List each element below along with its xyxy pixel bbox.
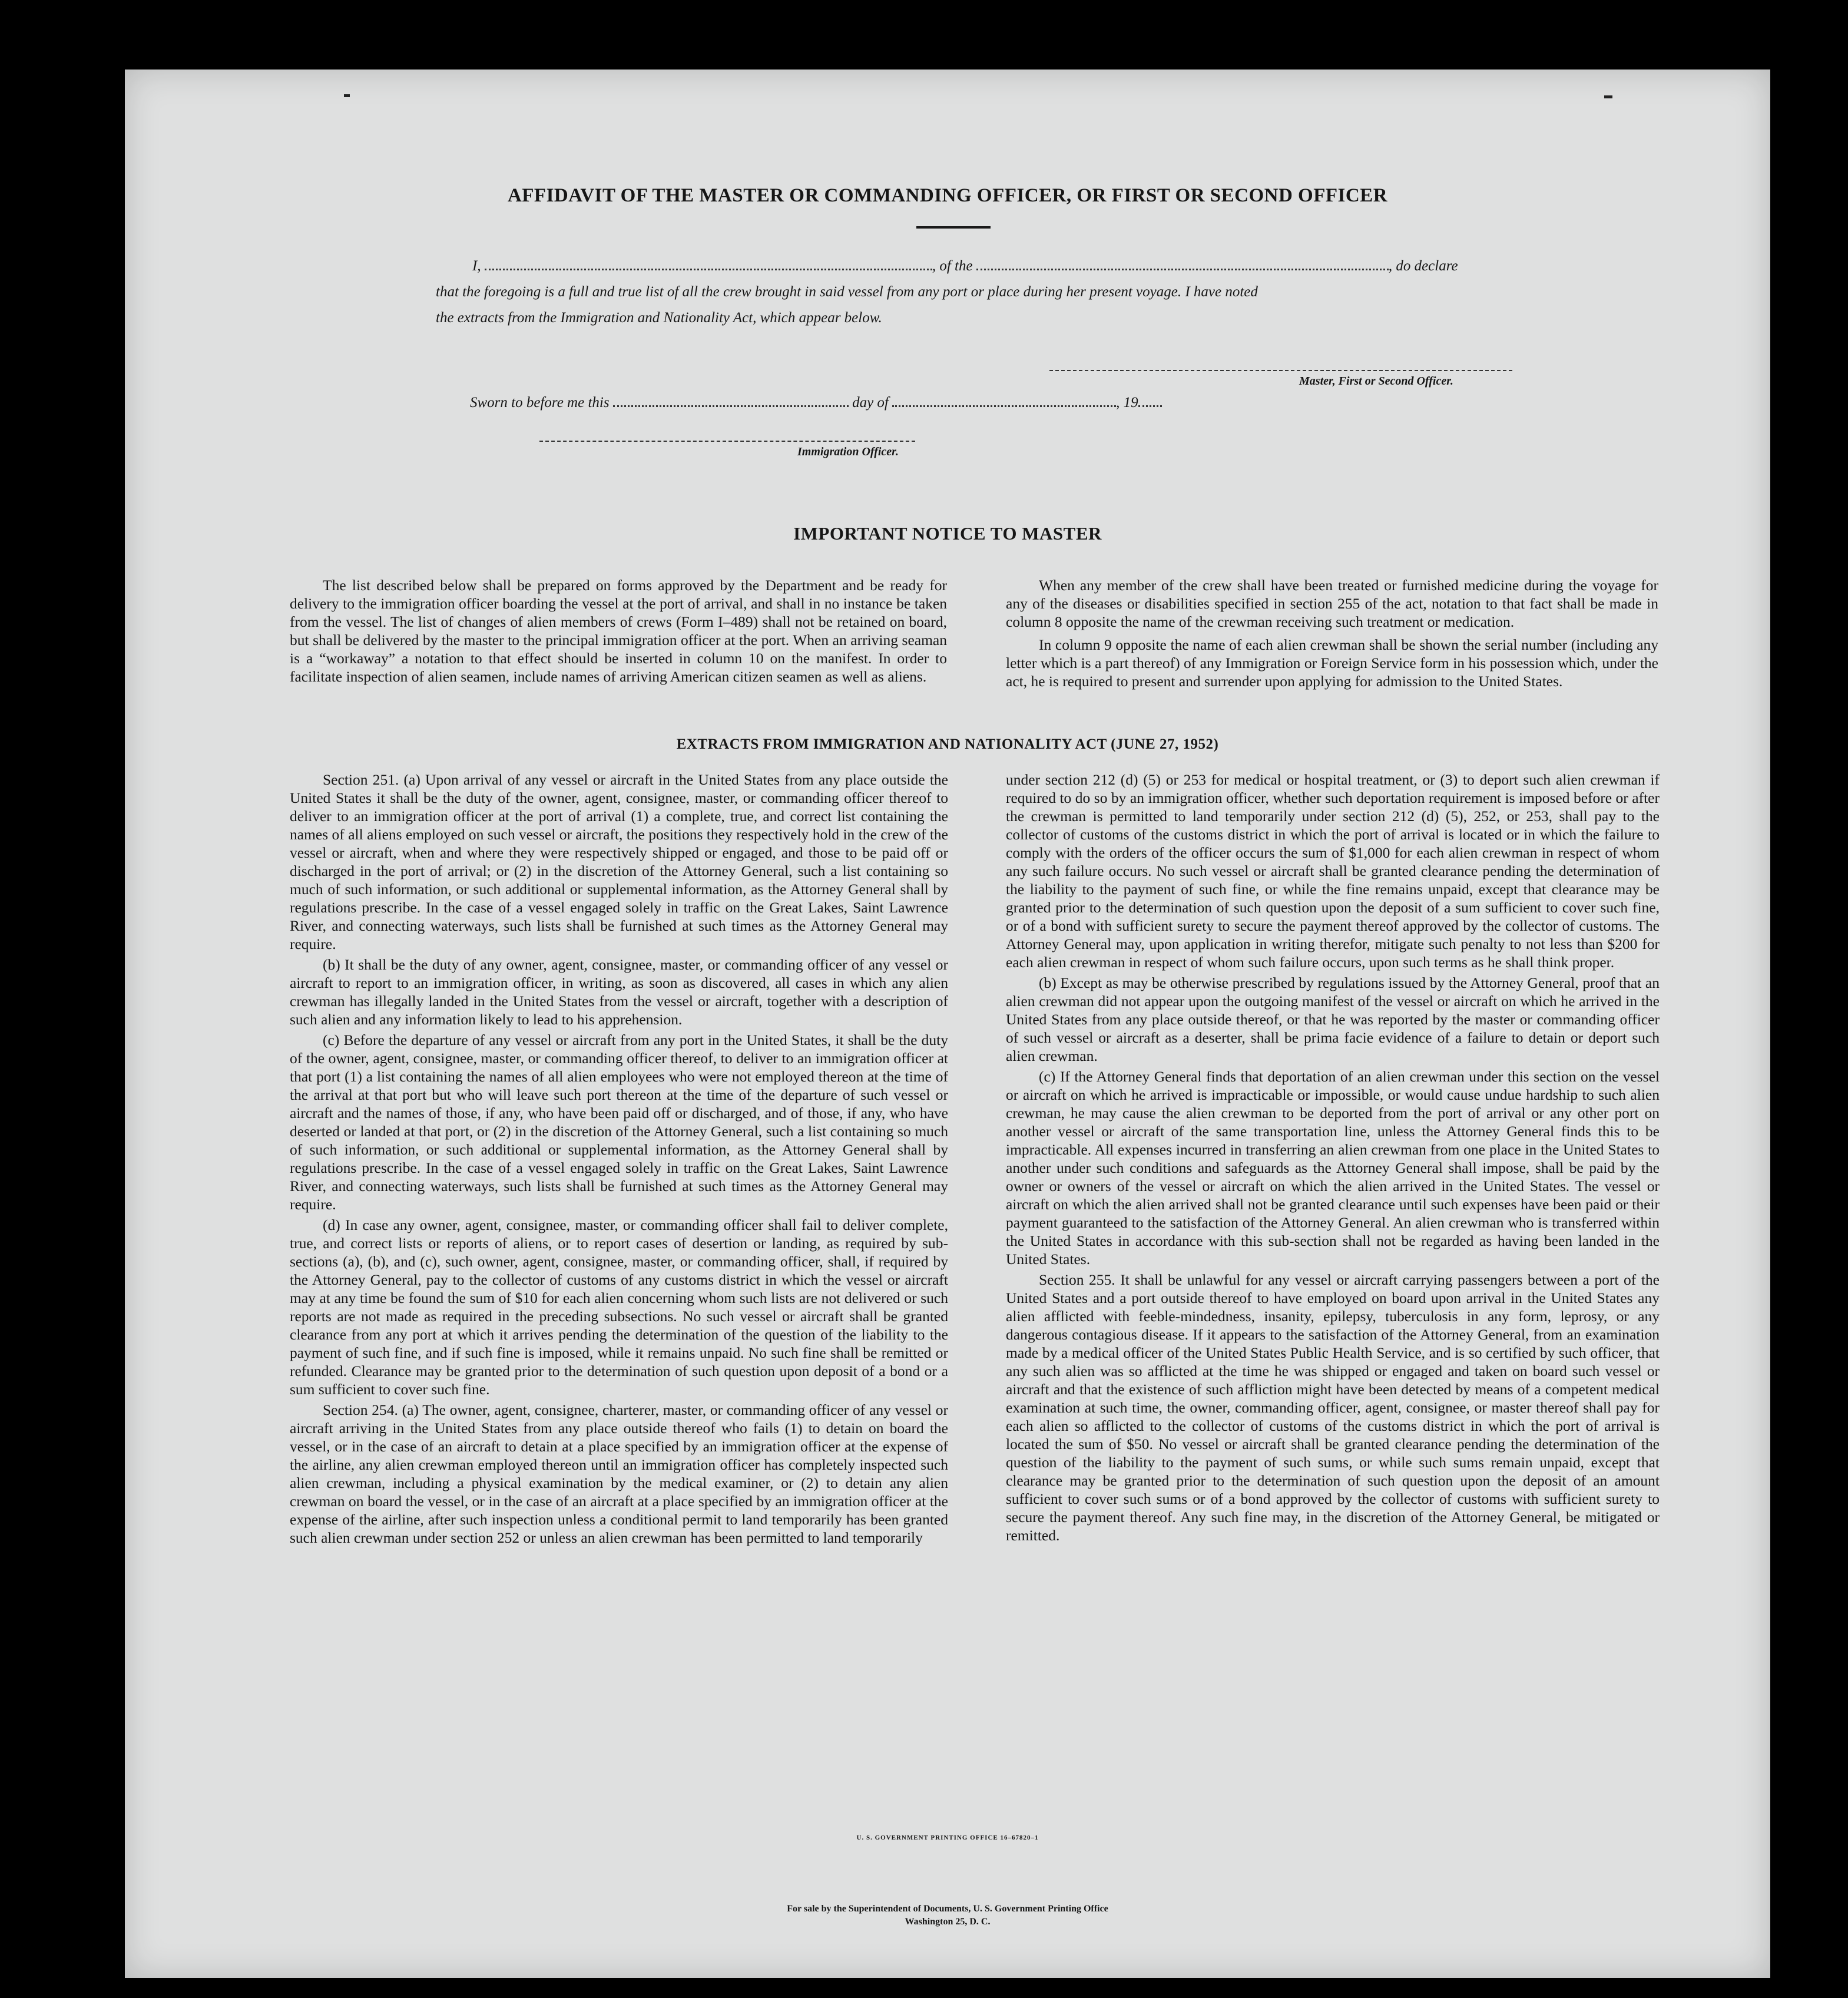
section-251-a: Section 251. (a) Upon arrival of any vessel or aircraft in the United States from any place outside the United States it shall be the duty of the owner, agent, consignee, master, or commanding officer thereof to deliver to an immigration officer at the port of arrival (1) a complete, true, and correct list containing the names of all aliens employed on such vessel or aircraft, the positions they respectively hold in the crew of the vessel or aircraft, when and where they were respectively shipped or engaged, and those to be paid off or discharged in the port of arrival; or (2) in the discretion of the Attorney General, such a list containing so much of such information, or such additional or supplemental information, as the Attorney General shall by regulations prescribe. In the case of a vessel engaged solely in traffic on the Great Lakes, Saint Lawrence River, and connecting waterways, such lists shall be furnished at such times as the Attorney General may require. (290, 771, 948, 952)
extracts-right-column (1006, 770, 1660, 1544)
notice-left-paragraph: The list described below shall be prepared on forms approved by the Department and be ready for delivery to the immigration officer boarding the vessel at the port of arrival, and shall in no instance be taken from the vessel. The list of changes of alien members of crews (Form I–489) shall not be retained on board, but shall be delivered by the master to the principal immigration officer at the port. When an arriving seaman is a “workaway” a notation to that effect should be inserted in column 10 on the manifest. In order to facilitate inspection of alien seamen, include names of arriving American citizen seamen as well as aliens. (290, 577, 947, 685)
printing-office-line: U. S. GOVERNMENT PRINTING OFFICE 16–67820–1 (856, 1834, 1039, 1841)
title-rule (916, 226, 991, 229)
year-prefix-label: , 19 (1116, 395, 1138, 411)
section-255: Section 255. It shall be unlawful for any vessel or aircraft carrying passengers between a port of the United States and a port outside thereof to have employed on board upon arrival in the United States any alien afflicted with feeble-mindedness, insanity, epilepsy, tuberculosis in any form, leprosy, or any dangerous contagious disease. If it appears to the satisfaction of the Attorney General, from an examination made by a medical officer of the United States Public Health Service, and is so certified by such officer, that any such alien was so afflicted at the time he was shipped or engaged and taken on board such vessel or aircraft and that the existence of such affliction might have been detected by means of a competent medical examination at such time, the owner, commanding officer, agent, consignee, or master thereof shall pay for each alien so afflicted to the collector of customs of the customs district in which the port of arrival is located the sum of $50. No vessel or aircraft shall be granted clearance pending the determination of the question of the liability to the payment of such sums, or while such sums remain unpaid, except that clearance may be granted prior to the determination of such question upon the deposit of an amount sufficient to cover such sums or of a bond approved by the collector of customs with sufficient surety to secure the payment thereof. Any such fine may, in the discretion of the Attorney General, be mitigated or remitted. (1006, 1271, 1660, 1544)
notice-title: IMPORTANT NOTICE TO MASTER (793, 523, 1102, 544)
section-251-c: (c) Before the departure of any vessel or aircraft from any port in the United States, it shall be the duty of the owner, agent, consignee, master, or commanding officer thereof, to deliver to an immigration officer at that port (1) a list containing the names of all alien employees who were not employed thereon at the time of the arrival at that port but who will leave such port thereon at the time of the departure of such vessel or aircraft and the names of those, if any, who have been paid off or discharged, and of those, if any, who have deserted or landed at that port, or (2) in the discretion of the Attorney General, such a list containing so much of such information, or such additional or supplemental information, as the Attorney General shall by regulations prescribe. In the case of a vessel engaged solely in traffic on the Great Lakes, Saint Lawrence River, and connecting waterways, such lists shall be furnished at such times as the Attorney General may require. (290, 1031, 948, 1213)
section-254-b: (b) Except as may be otherwise prescribed by regulations issued by the Attorney General, proof that an alien crewman did not appear upon the outgoing manifest of the vessel or aircraft on which he arrived in the United States from any place outside thereof, or that he was reported by the master or commanding officer of such vessel or aircraft as a deserter, shall be prima facie evidence of a failure to detain or deport such alien crewman. (1006, 974, 1660, 1064)
extracts-title: EXTRACTS FROM IMMIGRATION AND NATIONALITY ACT (JUNE 27, 1952) (676, 736, 1219, 752)
extracts-left-column (290, 770, 948, 1547)
corner-mark-right (1604, 95, 1612, 98)
declaration-line-3: the extracts from the Immigration and Nationality Act, which appear below. (436, 310, 882, 326)
sale-notice-line-1: For sale by the Superintendent of Documents, U. S. Government Printing Office (787, 1904, 1108, 1914)
section-254-a-continued: under section 212 (d) (5) or 253 for medical or hospital treatment, or (3) to deport such alien crewman if required to do so by an immigration officer, whether such deportation requirement is imposed before or after the crewman is permitted to land temporarily under section 212 (d) (5), 252, or 253, shall pay to the collector of customs of the customs district in which the port of arrival is located or in which the failure to comply with the orders of the officer occurs the sum of $1,000 for each alien crewman in respect of whom any such failure occurs. No such vessel or aircraft shall be granted clearance pending the determination of the liability to the payment of such fine, or while the fine remains unpaid, except that clearance may be granted prior to the determination of such question upon the deposit of a sum sufficient to cover such fine, or of a bond with sufficient surety to secure the payment thereof approved by the collector of customs. The Attorney General may, upon application in writing therefor, mitigate such penalty to not less than $200 for each alien crewman in respect of whom such failure occurs, upon such terms as he shall think proper. (1006, 771, 1660, 971)
do-declare-label: , do declare (1388, 258, 1458, 274)
vessel-name-field[interactable] (976, 258, 1389, 270)
notice-right-paragraph-1: When any member of the crew shall have been treated or furnished medicine during the voyage for any of the diseases or disabilities specified in section 255 of the act, notation to that fact shall be made in column 8 opposite the name of the crewman receiving such treatment or medication. (1006, 577, 1658, 630)
affidavit-title: AFFIDAVIT OF THE MASTER OR COMMANDING OFFICER, OR FIRST OR SECOND OFFICER (507, 185, 1388, 206)
sale-notice-line-2: Washington 25, D. C. (905, 1917, 991, 1927)
section-251-d: (d) In case any owner, agent, consignee, master, or commanding officer shall fail to deliver complete, true, and correct lists or reports of aliens, or to report cases of desertion or landing, as required by sub-sections (a), (b), and (c), such owner, agent, consignee, master, or commanding officer, shall, if required by the Attorney General, pay to the collector of customs of any customs district in which the vessel or aircraft may at any time be found the sum of $10 for each alien concerning whom such lists are not delivered or such reports are not made as required in the preceding subsections. No such vessel or aircraft shall be granted clearance from any port at which it arrives pending the determination of the question of the liability to the payment of such fine, and if such fine is imposed, while it remains unpaid. No such fine shall be remitted or refunded. Clearance may be granted prior to the determination of such question upon deposit of a bond or a sum sufficient to cover such fine. (290, 1216, 948, 1398)
document-page (125, 70, 1770, 1978)
master-signature-line[interactable] (1049, 370, 1512, 371)
declarant-prefix: I, (472, 258, 481, 274)
master-signature-caption: Master, First or Second Officer. (1299, 375, 1453, 388)
declarant-name-field[interactable] (485, 258, 932, 270)
declaration-line-1 (472, 258, 1458, 274)
section-254-c: (c) If the Attorney General finds that deportation of an alien crewman under this section on the vessel or aircraft on which he arrived is impracticable or impossible, or would cause undue hardship to such alien crewman, he may cause the alien crewman to be deported from the port of arrival or any other port on another vessel or aircraft of the same transportation line, unless the Attorney General finds this to be impracticable. All expenses incurred in transferring an alien crewman from one place in the United States to another under such conditions and safeguards as the Attorney General shall impose, shall be paid by the owner or owners of the vessel or aircraft on which the alien arrived in the United States. The vessel or aircraft on which the alien arrived shall not be granted clearance until such expenses have been paid or their payment guaranteed to the satisfaction of the Attorney General. An alien crewman who is transferred within the United States in accordance with this sub-section shall not be regarded as having been landed in the United States. (1006, 1068, 1660, 1268)
notice-right-column (1006, 576, 1658, 690)
notice-left-column (290, 576, 947, 686)
section-251-b: (b) It shall be the duty of any owner, agent, consignee, master, or commanding officer of any vessel or aircraft to report to an immigration officer, in writing, as soon as discovered, all cases in which any alien crewman has illegally landed in the United States from the vessel or aircraft, together with a description of such alien and any information likely to lead to his apprehension. (290, 956, 948, 1028)
sworn-line (470, 395, 1162, 411)
sworn-month-field[interactable] (892, 395, 1116, 407)
declaration-line-2: that the foregoing is a full and true list of all the crew brought in said vessel from any port or place during her present voyage. I have noted (436, 284, 1258, 300)
officer-signature-line[interactable] (539, 441, 915, 442)
sworn-day-field[interactable] (613, 395, 849, 407)
officer-signature-caption: Immigration Officer. (797, 445, 899, 458)
corner-mark-left (344, 94, 350, 97)
section-254-a: Section 254. (a) The owner, agent, consignee, charterer, master, or commanding officer of any vessel or aircraft arriving in the United States from any place outside thereof who fails (1) to detain on board the vessel, or in the case of an aircraft to detain at a place specified by an immigration officer at the expense of the airline, any alien crewman employed thereon until an immigration officer has completely inspected such alien crewman, including a physical examination by the medical examiner, or (2) to detain any alien crewman on board the vessel, or in the case of an aircraft at a place specified by an immigration officer at the expense of the airline, after such inspection unless a conditional permit to land temporarily has been granted such alien crewman under section 252 or unless an alien crewman has been permitted to land temporarily (290, 1401, 948, 1546)
day-of-label: day of (852, 395, 889, 411)
sworn-year-field[interactable] (1138, 395, 1162, 407)
notice-right-paragraph-2: In column 9 opposite the name of each alien crewman shall be shown the serial number (including any letter which is a part thereof) of any Immigration or Foreign Service form in his possession which, under the act, he is required to present and surrender upon applying for admission to the United States. (1006, 636, 1658, 690)
of-the-label: , of the (932, 258, 973, 274)
sworn-prefix: Sworn to before me this (470, 395, 610, 411)
